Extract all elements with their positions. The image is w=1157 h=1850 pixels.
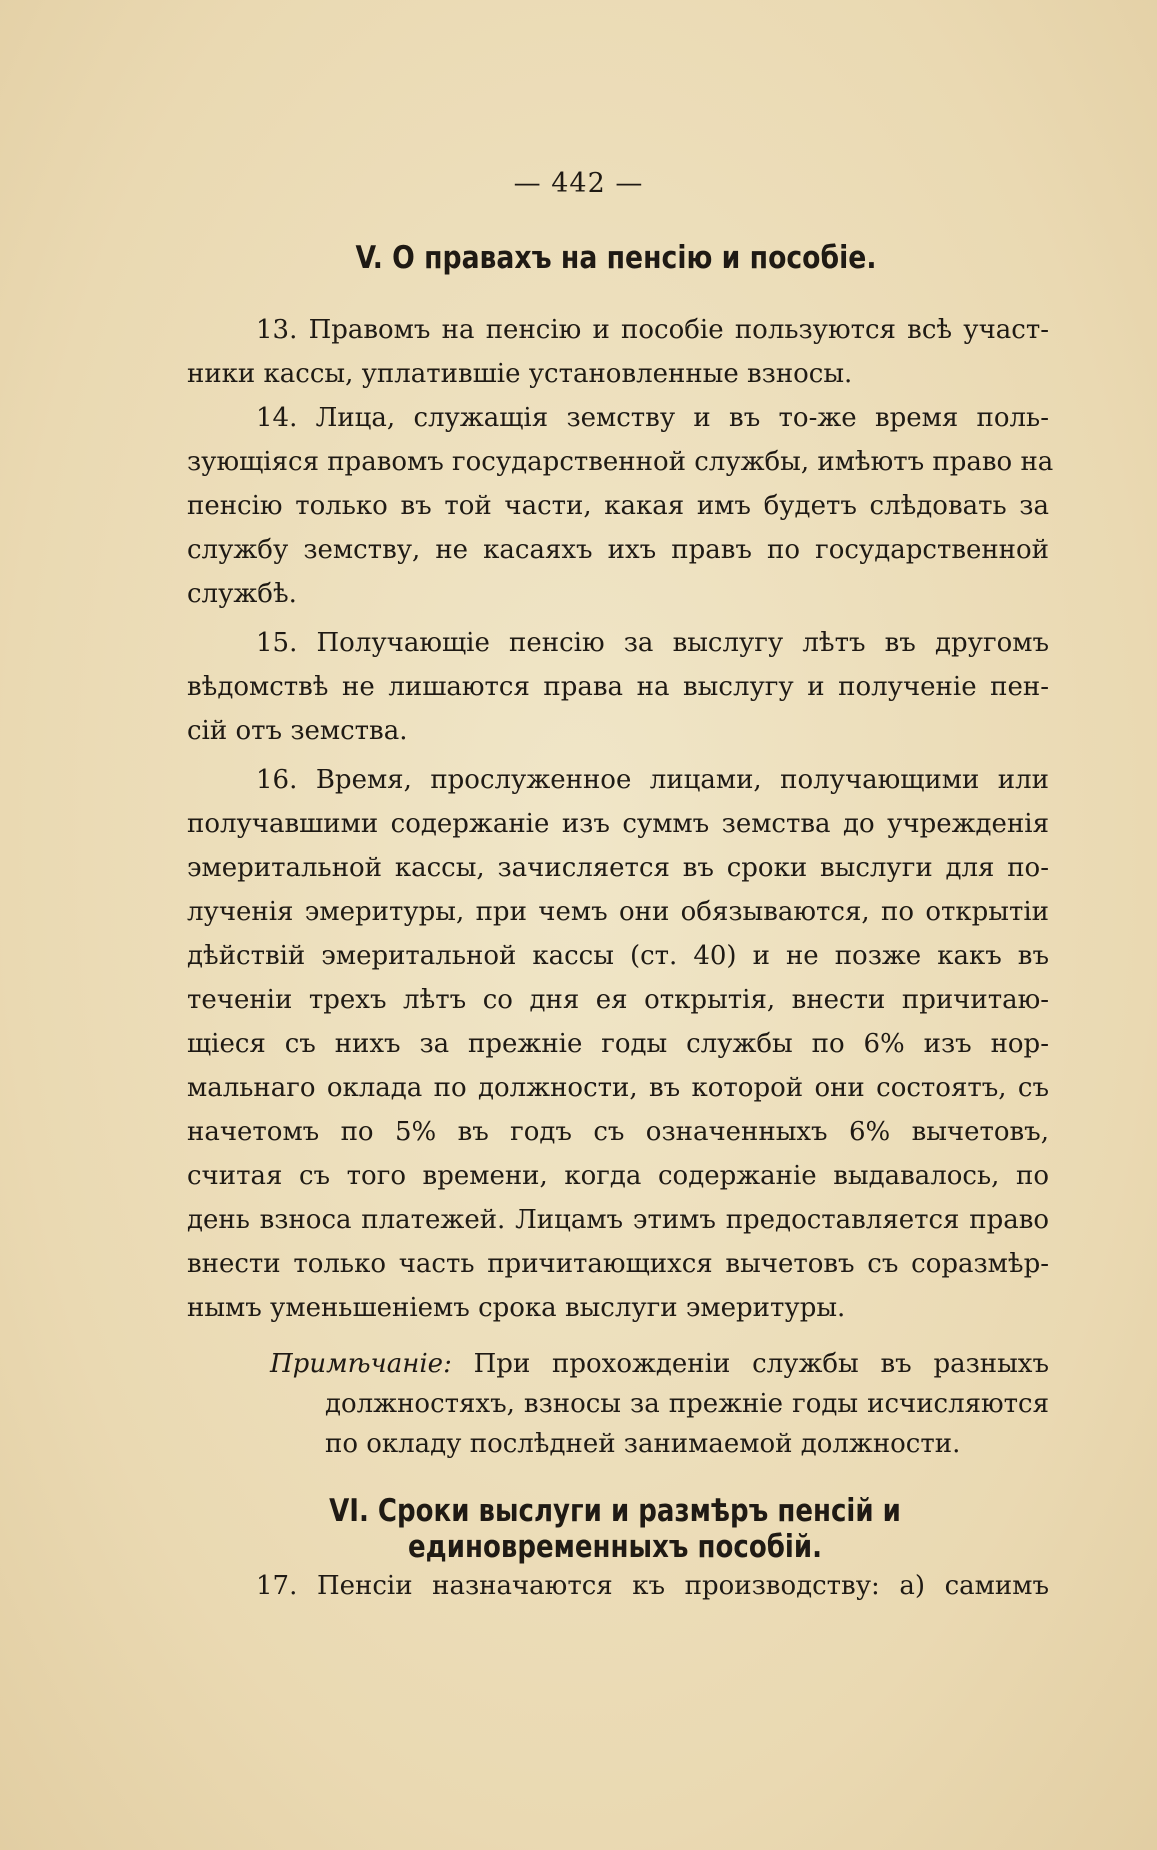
note-text: При прохожденіи службы въ разныхъ	[473, 1349, 1050, 1379]
para-14-line: зующіяся правомъ государственной службы, имѣютъ право на	[187, 447, 1054, 477]
section-5-heading: V. О правахъ на пенсію и пособіе.	[355, 240, 877, 276]
para-14-line: службу земству, не касаяхъ ихъ правъ по государственной	[187, 535, 1049, 565]
note-line: должностяхъ, взносы за прежніе годы исчисляются	[325, 1389, 1049, 1419]
para-14-line: 14. Лица, служащія земству и въ то-же время поль-	[256, 403, 1049, 433]
para-16-line: дѣйствій эмеритальной кассы (ст. 40) и не позже какъ въ	[187, 941, 1049, 971]
para-15-line: вѣдомствѣ не лишаются права на выслугу и полученіе пен-	[187, 672, 1049, 702]
para-16-line: лученія эмеритуры, при чемъ они обязываются, по открытіи	[187, 897, 1049, 927]
para-16-line: нымъ уменьшеніемъ срока выслуги эмеритуры.	[187, 1293, 846, 1323]
note-label: Примѣчаніе:	[270, 1349, 452, 1379]
para-16-line: начетомъ по 5% въ годъ съ означенныхъ 6% вычетовъ,	[187, 1117, 1049, 1147]
para-15-line: 15. Получающіе пенсію за выслугу лѣтъ въ другомъ	[256, 628, 1049, 658]
page-number: — 442 —	[513, 168, 644, 199]
para-13-line: ники кассы, уплатившіе установленные взносы.	[187, 359, 853, 389]
para-16-line: внести только часть причитающихся вычетовъ съ соразмѣр-	[187, 1249, 1049, 1279]
para-16-line: считая съ того времени, когда содержаніе выдавалось, по	[187, 1161, 1049, 1191]
note-line: по окладу послѣдней занимаемой должности.	[325, 1429, 961, 1459]
para-16-line: 16. Время, прослуженное лицами, получающими или	[256, 765, 1049, 795]
para-16-line: получавшими содержаніе изъ суммъ земства до учрежденія	[187, 809, 1049, 839]
para-16-line: щіеся съ нихъ за прежніе годы службы по 6% изъ нор-	[187, 1029, 1049, 1059]
para-17-line: 17. Пенсіи назначаются къ производству: а) самимъ	[256, 1571, 1049, 1601]
para-16-line: день взноса платежей. Лицамъ этимъ предоставляется право	[187, 1205, 1049, 1235]
para-14-line: пенсію только въ той части, какая имъ будетъ слѣдовать за	[187, 491, 1049, 521]
para-15-line: сій отъ земства.	[187, 716, 408, 746]
para-14-line: службѣ.	[187, 579, 297, 609]
para-16-line: мальнаго оклада по должности, въ которой они состоятъ, съ	[187, 1073, 1049, 1103]
para-13-line: 13. Правомъ на пенсію и пособіе пользуются всѣ участ-	[256, 315, 1049, 345]
section-6-heading: VI. Сроки выслуги и размѣръ пенсій и единовременныхъ пособій.	[329, 1493, 901, 1565]
para-16-line: теченіи трехъ лѣтъ со дня ея открытія, внести причитаю-	[187, 985, 1049, 1015]
note-first-line	[270, 1346, 1049, 1382]
para-16-line: эмеритальной кассы, зачисляется въ сроки выслуги для по-	[187, 853, 1049, 883]
